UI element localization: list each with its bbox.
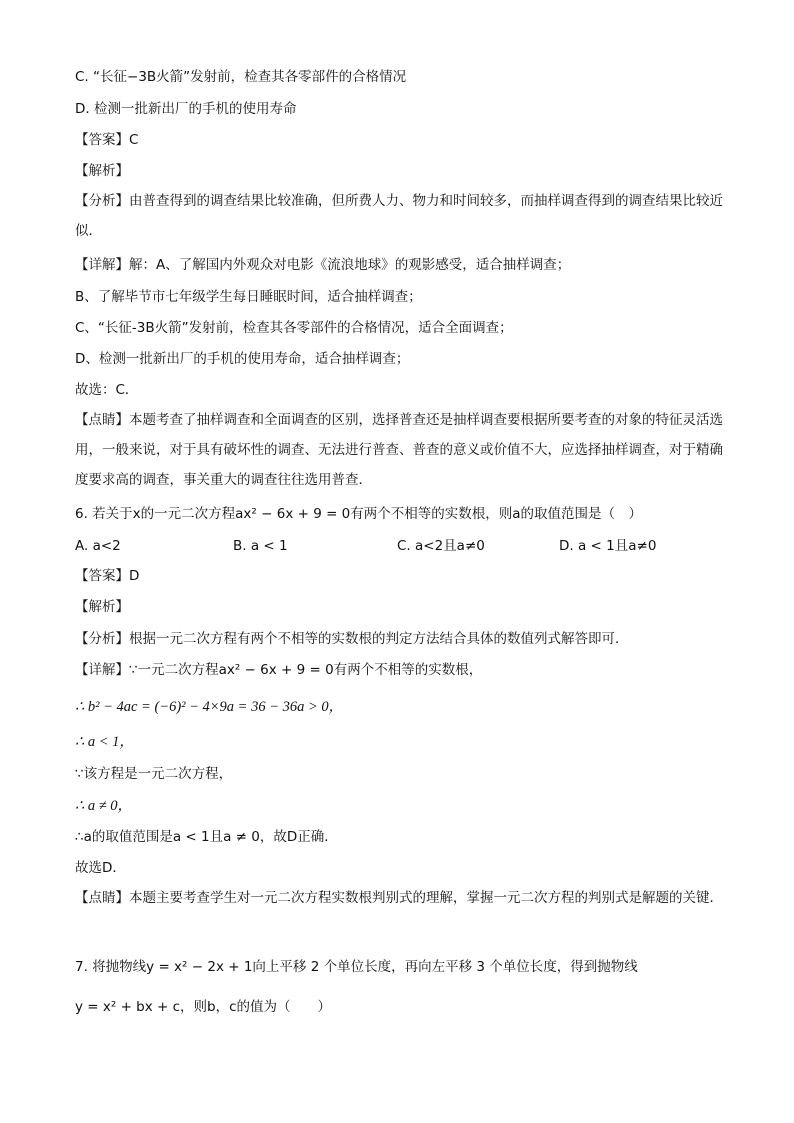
q6-step2: ∴ a < 1， bbox=[75, 734, 134, 750]
q5-analysis-heading: 【解析】 bbox=[75, 163, 129, 179]
q6-option-a: A. a<2 bbox=[75, 538, 121, 554]
q6-xiangjie: 【详解】∵一元二次方程ax² − 6x + 9 = 0有两个不相等的实数根， bbox=[75, 662, 483, 678]
q5-xiangjie-b: B、了解毕节市七年级学生每日睡眠时间，适合抽样调查； bbox=[75, 289, 422, 305]
q6-fenxi: 【分析】根据一元二次方程有两个不相等的实数根的判定方法结合具体的数值列式解答即可． bbox=[75, 631, 629, 647]
q6-option-d: D. a < 1且a≠0 bbox=[559, 538, 657, 554]
q5-xiangjie-a: 【详解】解：A、了解国内外观众对电影《流浪地球》的观影感受，适合抽样调查； bbox=[75, 257, 571, 273]
q5-conclusion: 故选：C． bbox=[75, 382, 139, 398]
q6-analysis-heading: 【解析】 bbox=[75, 599, 129, 615]
q7-stem-line1: 7. 将抛物线y = x² − 2x + 1向上平移 2 个单位长度，再向左平移 3 个单位长度，得到抛物线 bbox=[75, 959, 638, 975]
q6-step1: ∴ b² − 4ac = (−6)² − 4×9a = 36 − 36a > 0， bbox=[75, 699, 344, 715]
q6-step3: ∵该方程是一元二次方程， bbox=[75, 766, 233, 782]
q6-step4: ∴ a ≠ 0， bbox=[75, 798, 133, 814]
q7-stem-line2: y = x² + bx + c，则b，c的值为（ ） bbox=[75, 999, 332, 1015]
q5-answer: 【答案】C bbox=[75, 132, 139, 148]
q5-dianjing: 【点睛】本题考查了抽样调查和全面调查的区别，选择普查还是抽样调查要根据所要考查的对象的特征灵活选用，一般来说，对于具有破坏性的调查、无法进行普查、普查的意义或价值不大，应选择抽样调查，对于精确度要求高的调查，事关重大的调查往往选用普查． bbox=[75, 412, 723, 488]
q5-option-c: C. “长征−3B火箭”发射前，检查其各零部件的合格情况 bbox=[75, 69, 407, 85]
q5-option-d: D. 检测一批新出厂的手机的使用寿命 bbox=[75, 101, 297, 117]
q6-option-b: B. a < 1 bbox=[233, 538, 288, 554]
q6-stem: 6. 若关于x的一元二次方程ax² − 6x + 9 = 0有两个不相等的实数根，则a的取值范围是（ ） bbox=[75, 506, 643, 522]
q6-conclusion: 故选D． bbox=[75, 860, 126, 876]
q6-step5: ∴a的取值范围是a < 1且a ≠ 0，故D正确． bbox=[75, 829, 338, 845]
q6-dianjing: 【点睛】本题主要考查学生对一元二次方程实数根判别式的理解，掌握一元二次方程的判别式是解题的关键． bbox=[75, 890, 723, 906]
q5-xiangjie-c: C、“长征-3B火箭”发射前，检查其各零部件的合格情况，适合全面调查； bbox=[75, 320, 513, 336]
q5-xiangjie-d: D、检测一批新出厂的手机的使用寿命，适合抽样调查； bbox=[75, 351, 410, 367]
q5-fenxi: 【分析】由普查得到的调查结果比较准确，但所费人力、物力和时间较多，而抽样调查得到的调查结果比较近似． bbox=[75, 193, 723, 239]
q6-answer: 【答案】D bbox=[75, 568, 140, 584]
q6-option-c: C. a<2且a≠0 bbox=[397, 538, 485, 554]
